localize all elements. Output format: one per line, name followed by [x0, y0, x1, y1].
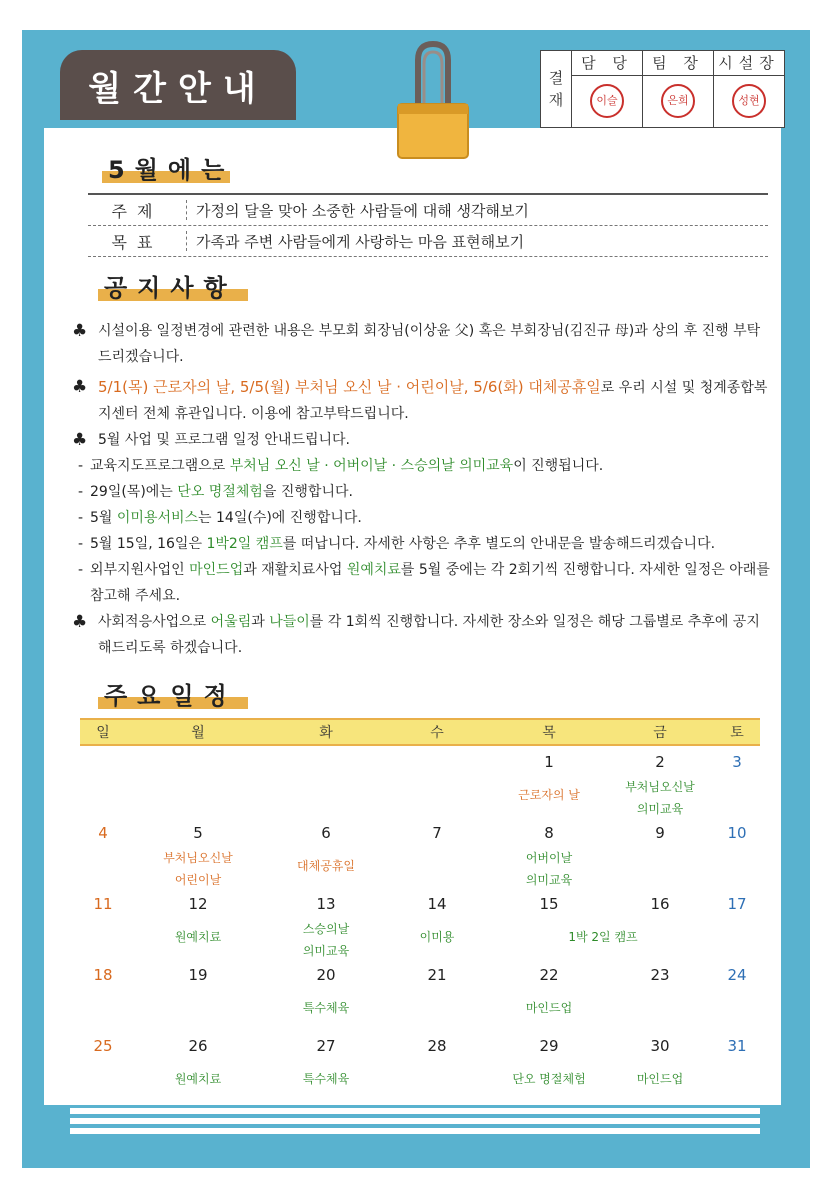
calendar-day-cell — [270, 817, 382, 888]
weekday-label: 목 — [542, 725, 556, 741]
calendar-day-cell — [270, 959, 382, 1030]
calendar-day-cell — [492, 1030, 606, 1101]
weekday-label: 금 — [653, 725, 667, 741]
calendar-event: 부처님오신날 — [163, 851, 233, 865]
weekday-label: 일 — [96, 725, 110, 741]
calendar-event: 특수체육 — [302, 1001, 350, 1015]
calendar-day-number: 7 — [432, 824, 442, 842]
calendar-event: 원예치료 — [174, 1072, 222, 1086]
calendar-event-group — [486, 1068, 612, 1090]
weekday-label: 수 — [430, 725, 444, 741]
theme-row — [88, 193, 768, 226]
calendar-day-cell — [382, 1030, 492, 1101]
calendar-event-camp: 1박 2일 캠프 — [568, 930, 638, 944]
theme-label: 주제 — [111, 201, 163, 221]
notices-heading: 공지사항 — [104, 268, 237, 303]
approval-header-team-lead: 팀 장 — [643, 51, 714, 76]
seal-stamp-icon: 이슬 — [590, 84, 624, 118]
calendar-day-number: 11 — [93, 895, 113, 913]
calendar-day-cell — [270, 888, 382, 959]
club-bullet-icon: ♣ — [72, 430, 88, 450]
calendar-day-cell — [382, 959, 492, 1030]
calendar-day-cell — [492, 959, 606, 1030]
calendar-day-number: 4 — [98, 824, 108, 842]
calendar-event: 부처님오신날 — [625, 780, 695, 794]
binder-clip-icon — [396, 40, 470, 160]
calendar-day-cell — [126, 888, 270, 959]
calendar-day-cell — [80, 888, 126, 959]
calendar-day-number: 5 — [193, 824, 203, 842]
calendar-day-number: 30 — [650, 1037, 670, 1055]
calendar-day-cell — [714, 746, 760, 817]
calendar-event: 어버이날 — [525, 851, 573, 865]
calendar-header — [80, 718, 760, 746]
calendar-event: 어린이날 — [174, 873, 222, 887]
calendar-week-row — [80, 746, 760, 817]
weekday-label: 화 — [319, 725, 333, 741]
notice-item: ♣ 5/1(목) 근로자의 날, 5/5(월) 부처님 오신 날 · 어린이날, 5/6(화) 대체공휴일로 우리 시설 및 청계종합복지센터 전체 휴관입니다. 이용에 참고부탁드립니다. — [70, 374, 770, 427]
goal-row — [88, 226, 768, 257]
calendar-day-number: 28 — [427, 1037, 447, 1055]
notice-item: ♣ 사회적응사업으로 어울림과 나들이를 각 1회씩 진행합니다. 자세한 장소와 일정은 해당 그룹별로 추후에 공지해드리도록 하겠습니다. — [70, 609, 770, 661]
calendar-day-number: 15 — [539, 895, 559, 913]
calendar-day-cell — [382, 746, 492, 817]
calendar-day-cell — [714, 1030, 760, 1101]
calendar-event: 마인드업 — [636, 1072, 684, 1086]
calendar-day-number: 20 — [316, 966, 336, 984]
calendar-day-cell — [606, 888, 714, 959]
goal-label: 목표 — [111, 232, 163, 252]
calendar-event-group — [600, 776, 720, 820]
intro-heading: 5월에는 — [108, 150, 234, 185]
goal-value: 가족과 주변 사람들에게 사랑하는 마음 표현해보기 — [196, 232, 525, 251]
calendar-week-row — [80, 888, 760, 959]
calendar-body — [80, 746, 760, 1101]
calendar-day-number: 22 — [539, 966, 559, 984]
club-bullet-icon: ♣ — [72, 321, 88, 341]
club-bullet-icon: ♣ — [72, 612, 88, 632]
calendar-day-cell — [492, 746, 606, 817]
notice-subitem: - 5월 이미용서비스는 14일(수)에 진행합니다. — [78, 510, 362, 526]
calendar-event-group — [376, 926, 498, 948]
calendar-day-number: 13 — [316, 895, 336, 913]
calendar-day-number: 26 — [188, 1037, 208, 1055]
calendar-day-number: 21 — [427, 966, 447, 984]
seal-stamp-icon: 성현 — [732, 84, 766, 118]
calendar-event-group — [486, 997, 612, 1019]
calendar-event: 이미용 — [419, 930, 455, 944]
club-bullet-icon: ♣ — [72, 377, 88, 397]
calendar-event-group — [600, 1068, 720, 1090]
calendar-day-number: 16 — [650, 895, 670, 913]
calendar-day-cell — [80, 746, 126, 817]
calendar-day-number: 27 — [316, 1037, 336, 1055]
calendar-day-cell — [714, 959, 760, 1030]
notice-subitem: - 29일(목)에는 단오 명절체험을 진행합니다. — [78, 484, 353, 500]
calendar-day-cell — [382, 817, 492, 888]
approval-header-director: 시설장 — [714, 51, 785, 76]
calendar-week-row — [80, 959, 760, 1030]
notice-item: ♣ 5월 사업 및 프로그램 일정 안내드립니다. — [70, 427, 770, 453]
calendar-day-cell — [492, 817, 606, 888]
calendar-event: 스승의날 — [302, 922, 350, 936]
calendar-day-number: 14 — [427, 895, 447, 913]
calendar-event-group — [120, 1068, 276, 1090]
calendar-day-number: 29 — [539, 1037, 559, 1055]
calendar-day-cell — [714, 888, 760, 959]
approval-header-staff: 담 당 — [572, 51, 643, 76]
page-title: 월간안내 — [60, 50, 296, 120]
weekday-label: 토 — [730, 725, 744, 741]
calendar-day-number: 24 — [727, 966, 747, 984]
calendar-day-number: 12 — [188, 895, 208, 913]
calendar-event-group — [264, 1068, 388, 1090]
calendar-event-group — [486, 784, 612, 806]
calendar-day-cell — [270, 746, 382, 817]
calendar-day-number: 17 — [727, 895, 747, 913]
calendar-day-cell — [606, 1030, 714, 1101]
notices-list — [70, 318, 770, 661]
approval-box — [540, 50, 785, 128]
calendar-day-cell — [492, 888, 606, 959]
calendar-day-number: 9 — [655, 824, 665, 842]
calendar-day-cell — [126, 817, 270, 888]
calendar-day-number: 23 — [650, 966, 670, 984]
calendar-day-cell — [606, 959, 714, 1030]
calendar-event: 특수체육 — [302, 1072, 350, 1086]
calendar-event-group — [486, 847, 612, 891]
calendar-day-number: 25 — [93, 1037, 113, 1055]
schedule-heading: 주요일정 — [104, 676, 237, 711]
calendar-day-cell — [606, 817, 714, 888]
calendar-event: 의미교육 — [302, 944, 350, 958]
approval-stamp-team-lead — [643, 75, 714, 127]
calendar-event: 의미교육 — [525, 873, 573, 887]
calendar-event-group — [264, 855, 388, 877]
theme-table — [88, 193, 768, 257]
theme-value: 가정의 달을 맞아 소중한 사람들에 대해 생각해보기 — [196, 201, 529, 220]
calendar-day-cell — [80, 959, 126, 1030]
weekday-label: 월 — [191, 725, 205, 741]
calendar-day-number: 19 — [188, 966, 208, 984]
calendar-week-row — [80, 817, 760, 888]
calendar-day-number: 10 — [727, 824, 747, 842]
approval-stamp-staff — [572, 75, 643, 127]
approval-side-label: 결 재 — [541, 51, 572, 128]
calendar-event-group — [120, 926, 276, 948]
seal-stamp-icon: 은희 — [661, 84, 695, 118]
calendar-event-group — [264, 997, 388, 1019]
calendar-day-number: 31 — [727, 1037, 747, 1055]
calendar-event-group — [120, 847, 276, 891]
notice-subitem: - 5월 15일, 16일은 1박2일 캠프를 떠납니다. 자세한 사항은 추후 별도의 안내문을 발송해드리겠습니다. — [78, 536, 716, 552]
calendar-day-cell — [606, 746, 714, 817]
calendar-day-number: 8 — [544, 824, 554, 842]
calendar-event: 단오 명절체험 — [512, 1072, 586, 1086]
calendar-week-row — [80, 1030, 760, 1101]
calendar-day-cell — [126, 1030, 270, 1101]
calendar-day-cell — [126, 959, 270, 1030]
notice-subitem: - 외부지원사업인 마인드업과 재활치료사업 원예치료를 5월 중에는 각 2회기씩 진행합니다. 자세한 일정은 아래를 참고해 주세요. — [78, 562, 770, 604]
approval-stamp-director — [714, 75, 785, 127]
paper-stack-edge — [70, 1108, 760, 1136]
calendar-day-cell — [126, 746, 270, 817]
calendar-day-cell — [714, 817, 760, 888]
calendar-event: 근로자의 날 — [518, 788, 580, 802]
calendar-day-number: 3 — [732, 753, 742, 771]
notice-subitem: - 교육지도프로그램으로 부처님 오신 날 · 어버이날 · 스승의날 의미교육이 진행됩니다. — [78, 458, 604, 474]
notice-item: ♣ 시설이용 일정변경에 관련한 내용은 부모회 회장님(이상윤 父) 혹은 부회장님(김진규 母)과 상의 후 진행 부탁드리겠습니다. — [70, 318, 770, 370]
calendar-day-number: 1 — [544, 753, 554, 771]
calendar-day-number: 6 — [321, 824, 331, 842]
calendar-day-cell — [80, 1030, 126, 1101]
calendar-day-cell — [382, 888, 492, 959]
calendar-event: 의미교육 — [636, 802, 684, 816]
calendar-event-group — [264, 918, 388, 962]
calendar-event: 대체공휴일 — [297, 859, 355, 873]
calendar-day-cell — [270, 1030, 382, 1101]
calendar-day-number: 2 — [655, 753, 665, 771]
calendar-day-number: 18 — [93, 966, 113, 984]
calendar — [80, 718, 760, 1101]
calendar-event: 원예치료 — [174, 930, 222, 944]
calendar-event: 마인드업 — [525, 1001, 573, 1015]
